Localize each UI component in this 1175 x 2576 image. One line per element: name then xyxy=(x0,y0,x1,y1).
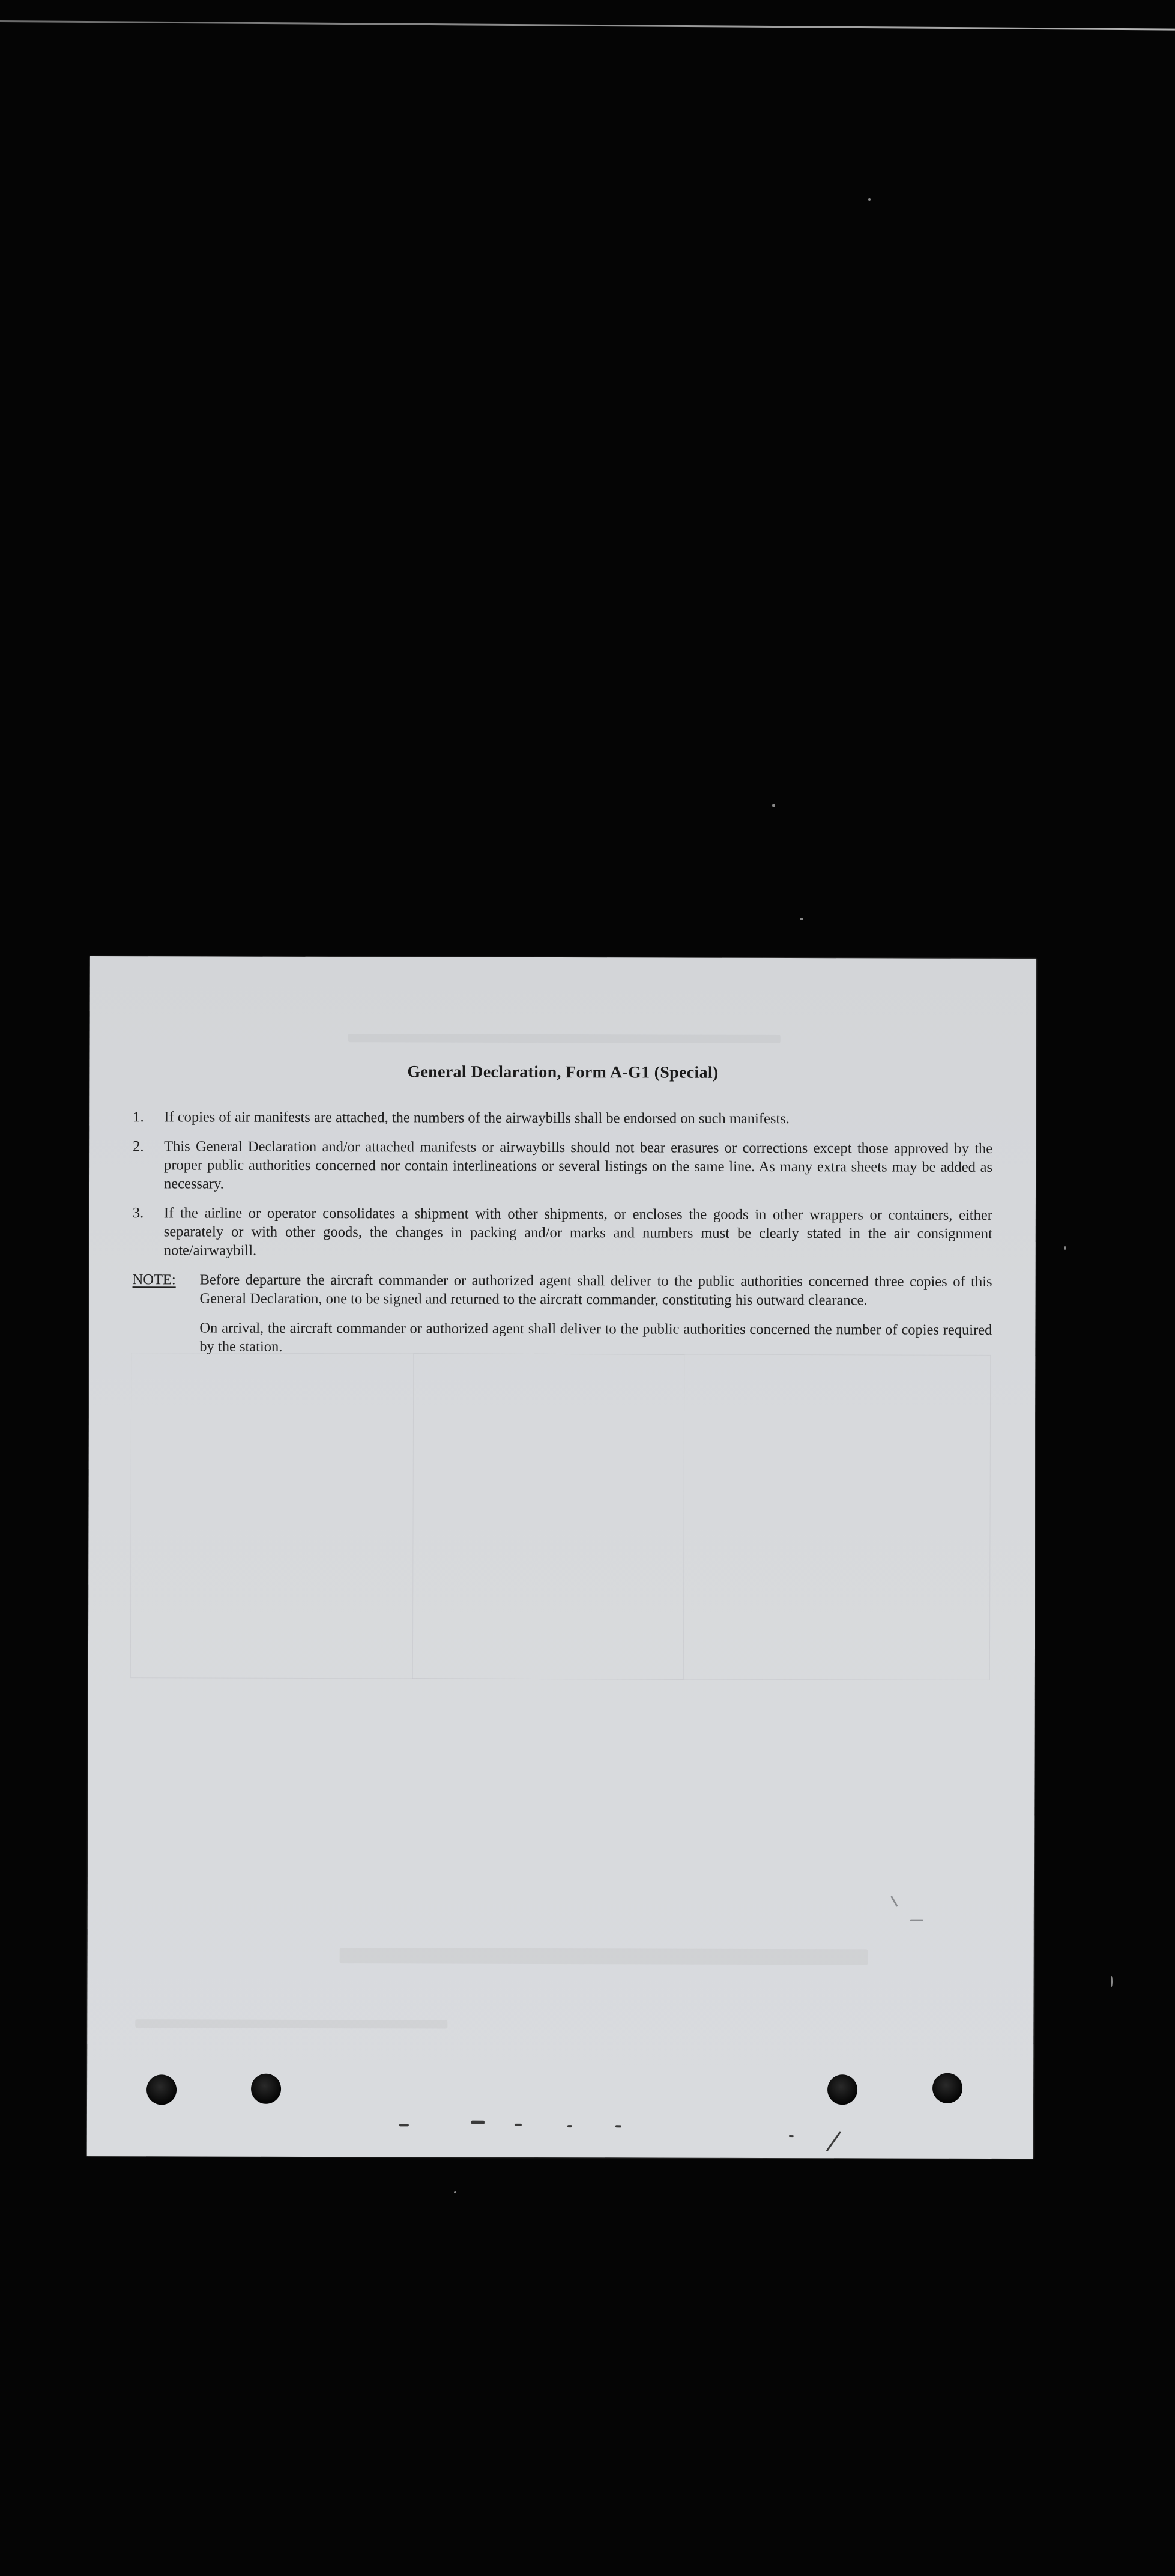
bleed-through-text xyxy=(340,1948,868,1965)
dust-speck xyxy=(868,198,871,201)
bleed-through-text xyxy=(348,1034,781,1043)
ink-smudge xyxy=(567,2125,572,2127)
item-text: If the airline or operator consolidates a shipment with other shipments, or encloses the goods in other wrappers or containers, either separately or with other goods, the changes in packing and/or marks and numbers must be clearly stated in the air consignment note/airwaybill. xyxy=(163,1205,992,1259)
ink-smudge xyxy=(515,2124,522,2126)
pen-mark xyxy=(826,2131,841,2151)
punch-hole xyxy=(146,2074,177,2105)
note-label: NOTE: xyxy=(132,1271,176,1288)
instructions-list xyxy=(132,1108,992,1369)
list-item xyxy=(133,1137,992,1195)
note-paragraph: Before departure the aircraft commander or authorized agent shall deliver to the public authorities concerned three copies of this General Declaration, one to be signed and returned to the aircraft commander, constituting his outward clearance. xyxy=(199,1271,992,1309)
ink-smudge xyxy=(399,2124,409,2126)
item-text: This General Declaration and/or attached manifests or airwaybills should not bear erasures or corrections except those approved by the proper public authorities concerned nor contain interlineations or several listings on the same line. As many extra sheets may be added as necessary. xyxy=(163,1138,993,1192)
item-text: If copies of air manifests are attached, the numbers of the airwaybills shall be endorsed on such manifests. xyxy=(164,1109,790,1127)
punch-hole xyxy=(251,2074,281,2104)
note-section xyxy=(132,1270,992,1369)
dust-speck xyxy=(1064,1246,1066,1250)
bleed-through-form xyxy=(412,1353,684,1679)
note-body xyxy=(199,1270,992,1368)
dust-speck xyxy=(454,2191,456,2193)
item-number: 3. xyxy=(132,1205,144,1222)
punch-hole xyxy=(827,2074,857,2105)
dust-speck xyxy=(772,804,775,807)
document-title: General Declaration, Form A-G1 (Special) xyxy=(407,1062,719,1082)
scan-edge-line xyxy=(0,20,1175,31)
list-item xyxy=(133,1108,992,1129)
item-number: 1. xyxy=(133,1109,144,1126)
bleed-through-text xyxy=(135,2019,447,2028)
item-number: 2. xyxy=(133,1138,144,1155)
dust-speck xyxy=(800,918,803,920)
punch-hole xyxy=(932,2073,962,2103)
ink-smudge xyxy=(471,2121,485,2124)
pen-mark xyxy=(890,1896,898,1907)
pen-mark xyxy=(910,1920,923,1921)
list-item xyxy=(133,1204,992,1262)
dust-speck xyxy=(1111,1976,1113,1987)
note-paragraph: On arrival, the aircraft commander or authorized agent shall deliver to the public authorities concerned the number of copies required by the station. xyxy=(199,1320,992,1355)
document-sheet xyxy=(87,956,1036,2159)
ink-smudge xyxy=(615,2125,621,2127)
ink-smudge xyxy=(789,2135,794,2137)
